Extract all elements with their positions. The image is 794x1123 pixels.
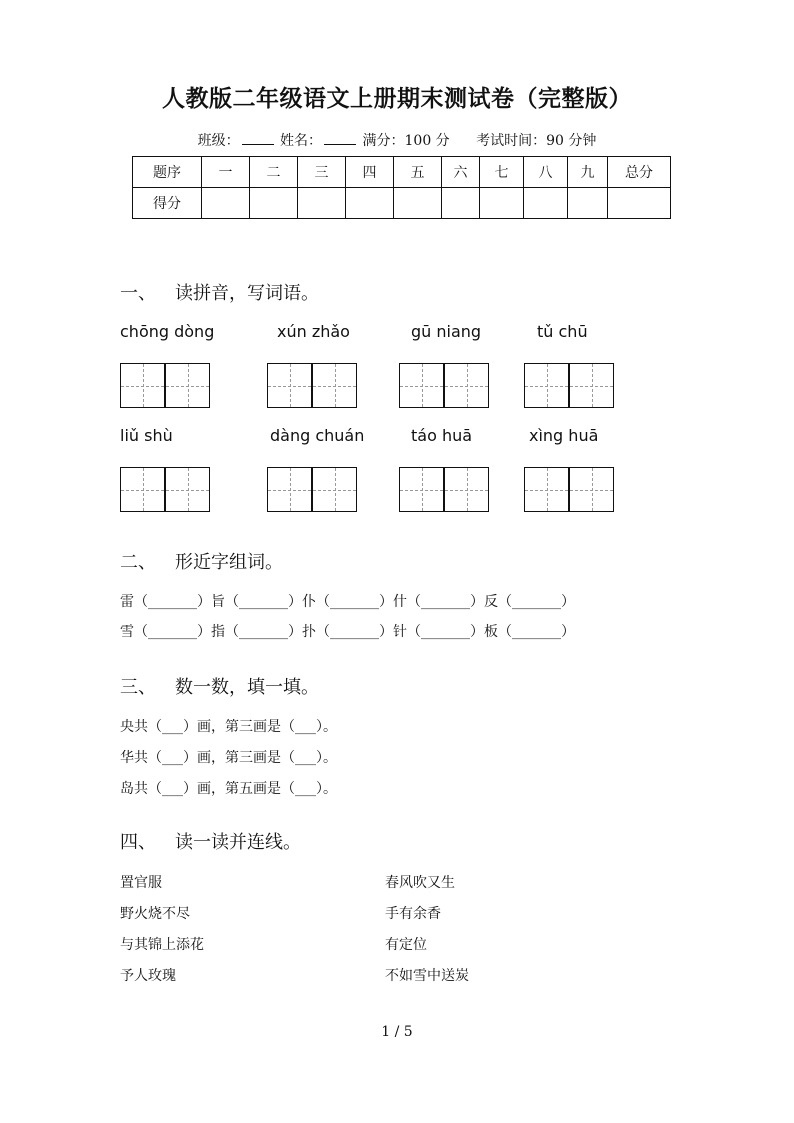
col-header-total: 总分 [608, 157, 671, 188]
score-cell[interactable] [524, 188, 568, 219]
section-title: 形近字组词。 [175, 552, 283, 573]
col-header: 六 [442, 157, 480, 188]
stroke-count-line[interactable]: 央共（___）画，第三画是（___）。 [120, 719, 337, 735]
match-right-item[interactable]: 春风吹又生 [385, 875, 455, 891]
col-header: 八 [524, 157, 568, 188]
section-number: 三、 [120, 677, 156, 698]
exam-time: 考试时间：90 分钟 [476, 133, 597, 149]
writing-grid[interactable] [312, 363, 357, 408]
match-right-item[interactable]: 有定位 [385, 937, 427, 953]
score-cell[interactable] [480, 188, 524, 219]
section-number: 四、 [120, 832, 156, 853]
match-left-item[interactable]: 予人玫瑰 [120, 968, 176, 984]
writing-grid[interactable] [312, 467, 357, 512]
match-right-item[interactable]: 不如雪中送炭 [385, 968, 469, 984]
pinyin-label: dàng chuán [270, 426, 365, 445]
score-cell[interactable] [394, 188, 442, 219]
pinyin-label: liǔ shù [120, 426, 173, 445]
class-blank[interactable] [242, 130, 274, 145]
writing-grid[interactable] [569, 363, 614, 408]
section-title: 数一数，填一填。 [175, 677, 319, 698]
col-header: 五 [394, 157, 442, 188]
name-blank[interactable] [324, 130, 356, 145]
score-cell[interactable] [568, 188, 608, 219]
page-title: 人教版二年级语文上册期末测试卷（完整版） [162, 85, 632, 112]
section-number: 一、 [120, 283, 156, 304]
score-cell[interactable] [298, 188, 346, 219]
pinyin-label: xìng huā [529, 426, 599, 445]
writing-grid[interactable] [165, 467, 210, 512]
score-cell[interactable] [250, 188, 298, 219]
writing-grid[interactable] [569, 467, 614, 512]
section-1-heading [120, 279, 319, 305]
pinyin-label: chōng dòng [120, 322, 215, 341]
writing-grid[interactable] [524, 363, 569, 408]
section-number: 二、 [120, 552, 156, 573]
writing-grid[interactable] [399, 467, 444, 512]
score-cell[interactable] [442, 188, 480, 219]
full-score: 满分：100 分 [362, 133, 450, 149]
row-label-order: 题序 [133, 157, 202, 188]
score-cell[interactable] [346, 188, 394, 219]
pinyin-label: xún zhǎo [277, 322, 350, 341]
stroke-count-line[interactable]: 华共（___）画，第三画是（___）。 [120, 750, 337, 766]
exam-info [0, 130, 794, 150]
section-4-heading [120, 828, 301, 854]
match-right-item[interactable]: 手有余香 [385, 906, 441, 922]
section-title: 读一读并连线。 [175, 832, 301, 853]
page-number: 1 / 5 [381, 1024, 413, 1040]
col-header: 七 [480, 157, 524, 188]
word-group-line[interactable]: 雪（_______）指（_______）扑（_______）针（_______）板（_______） [120, 624, 575, 640]
writing-grid[interactable] [120, 467, 165, 512]
writing-grid[interactable] [444, 363, 489, 408]
col-header: 三 [298, 157, 346, 188]
word-group-line[interactable]: 雷（_______）旨（_______）仆（_______）什（_______）反（_______） [120, 594, 575, 610]
pinyin-label: táo huā [411, 426, 473, 445]
score-table [132, 156, 671, 219]
name-label: 姓名： [280, 133, 323, 149]
writing-grid[interactable] [399, 363, 444, 408]
col-header: 二 [250, 157, 298, 188]
writing-grid[interactable] [165, 363, 210, 408]
section-title: 读拼音，写词语。 [175, 283, 319, 304]
table-row [133, 157, 671, 188]
match-left-item[interactable]: 野火烧不尽 [120, 906, 190, 922]
writing-grid[interactable] [267, 467, 312, 512]
section-2-heading [120, 548, 283, 574]
writing-grid[interactable] [444, 467, 489, 512]
score-cell[interactable] [202, 188, 250, 219]
match-left-item[interactable]: 与其锦上添花 [120, 937, 204, 953]
writing-grid[interactable] [267, 363, 312, 408]
class-label: 班级： [197, 133, 240, 149]
writing-grid[interactable] [524, 467, 569, 512]
score-cell[interactable] [608, 188, 671, 219]
col-header: 一 [202, 157, 250, 188]
col-header: 九 [568, 157, 608, 188]
col-header: 四 [346, 157, 394, 188]
table-row [133, 188, 671, 219]
match-left-item[interactable]: 置官服 [120, 875, 162, 891]
stroke-count-line[interactable]: 岛共（___）画，第五画是（___）。 [120, 781, 337, 797]
pinyin-label: gū niang [411, 322, 482, 341]
pinyin-label: tǔ chū [537, 322, 588, 341]
row-label-score: 得分 [133, 188, 202, 219]
section-3-heading [120, 673, 319, 699]
writing-grid[interactable] [120, 363, 165, 408]
